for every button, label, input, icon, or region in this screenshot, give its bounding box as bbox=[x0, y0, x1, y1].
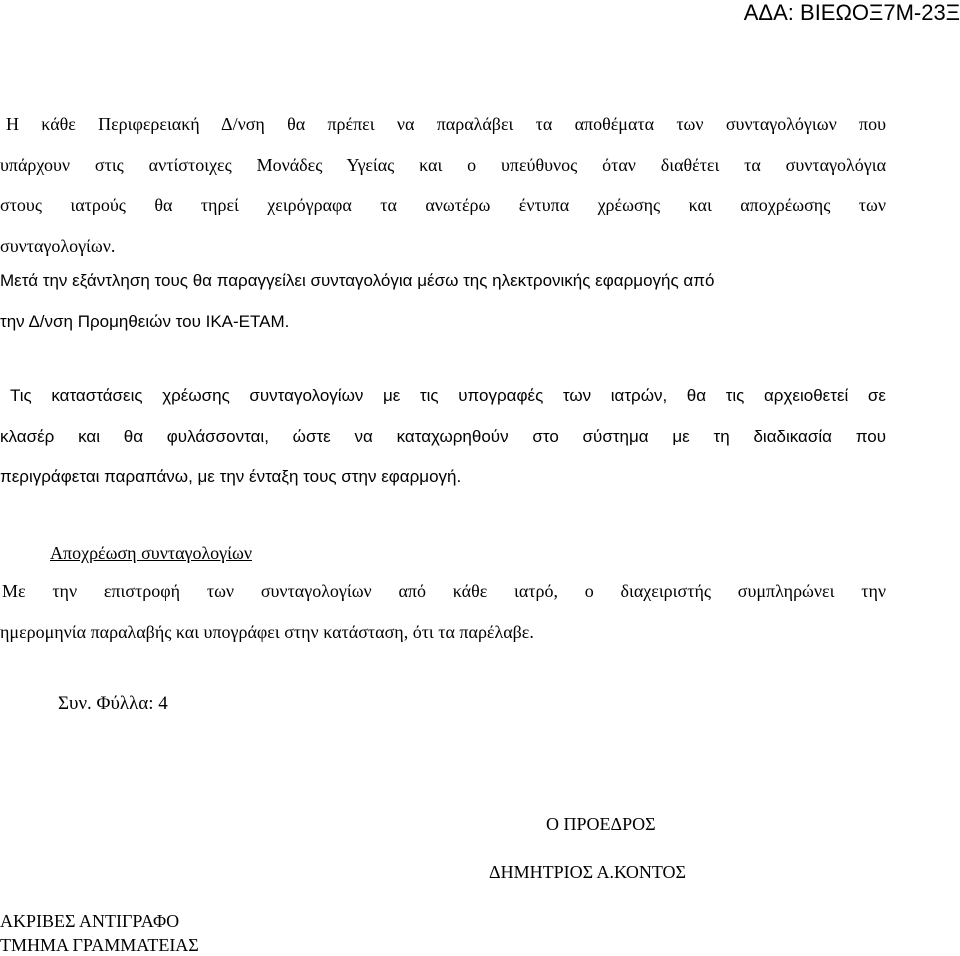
paragraph-line: περιγράφεται παραπάνω, με την ένταξη τους στην εφαρμογή. bbox=[0, 467, 462, 486]
paragraph-return bbox=[0, 571, 886, 652]
signature-role: Ο ΠΡΟΕΔΡΟΣ bbox=[546, 814, 656, 834]
sheets-count: Συν. Φύλλα: 4 bbox=[58, 693, 168, 714]
paragraph-ordering bbox=[0, 261, 886, 342]
signature-name: ΔΗΜΗΤΡΙΟΣ Α.ΚΟΝΤΟΣ bbox=[489, 862, 686, 882]
paragraph-line: την Δ/νση Προμηθειών του ΙΚΑ-ΕΤΑΜ. bbox=[0, 311, 290, 331]
paragraph-line: Με την επιστροφή των συνταγολογίων από κάθε ιατρό, ο διαχειριστής συμπληρώνει την bbox=[2, 581, 886, 601]
paragraph-line: ημερομηνία παραλαβής και υπογράφει στην κατάσταση, ότι τα παρέλαβε. bbox=[0, 621, 534, 642]
section-heading: Αποχρέωση συνταγολογίων bbox=[50, 543, 252, 563]
ada-code: ΑΔΑ: ΒΙΕΩΟΞ7Μ-23Ξ bbox=[743, 0, 960, 25]
paragraph-line: συνταγολογίων. bbox=[0, 235, 116, 256]
paragraph-charge-statements bbox=[0, 376, 886, 498]
paragraph-line: Μετά την εξάντληση τους θα παραγγείλει συνταγολόγια μέσω της ηλεκτρονικής εφαρμογής από bbox=[0, 271, 715, 290]
department-label: ΤΜΗΜΑ ΓΡΑΜΜΑΤΕΙΑΣ bbox=[0, 935, 199, 955]
paragraph-line: Τις καταστάσεις χρέωσης συνταγολογίων με τις υπογραφές των ιατρών, θα τις αρχειοθετεί σε bbox=[10, 386, 886, 405]
paragraph-line: υπάρχουν στις αντίστοιχες Μονάδες Υγείας και ο υπεύθυνος όταν διαθέτει τα συνταγολόγια bbox=[0, 154, 886, 175]
paragraph-line: κλασέρ και θα φυλάσσονται, ώστε να καταχωρηθούν στο σύστημα με τη διαδικασία που bbox=[0, 426, 886, 446]
paragraph-regional-directorate bbox=[0, 104, 886, 266]
paragraph-line: Η κάθε Περιφερειακή Δ/νση θα πρέπει να παραλάβει τα αποθέματα των συνταγολόγιων που bbox=[6, 114, 886, 134]
paragraph-line: στους ιατρούς θα τηρεί χειρόγραφα τα ανωτέρω έντυπα χρέωσης και αποχρέωσης των bbox=[0, 195, 886, 215]
certification-label: ΑΚΡΙΒΕΣ ΑΝΤΙΓΡΑΦΟ bbox=[0, 911, 180, 931]
